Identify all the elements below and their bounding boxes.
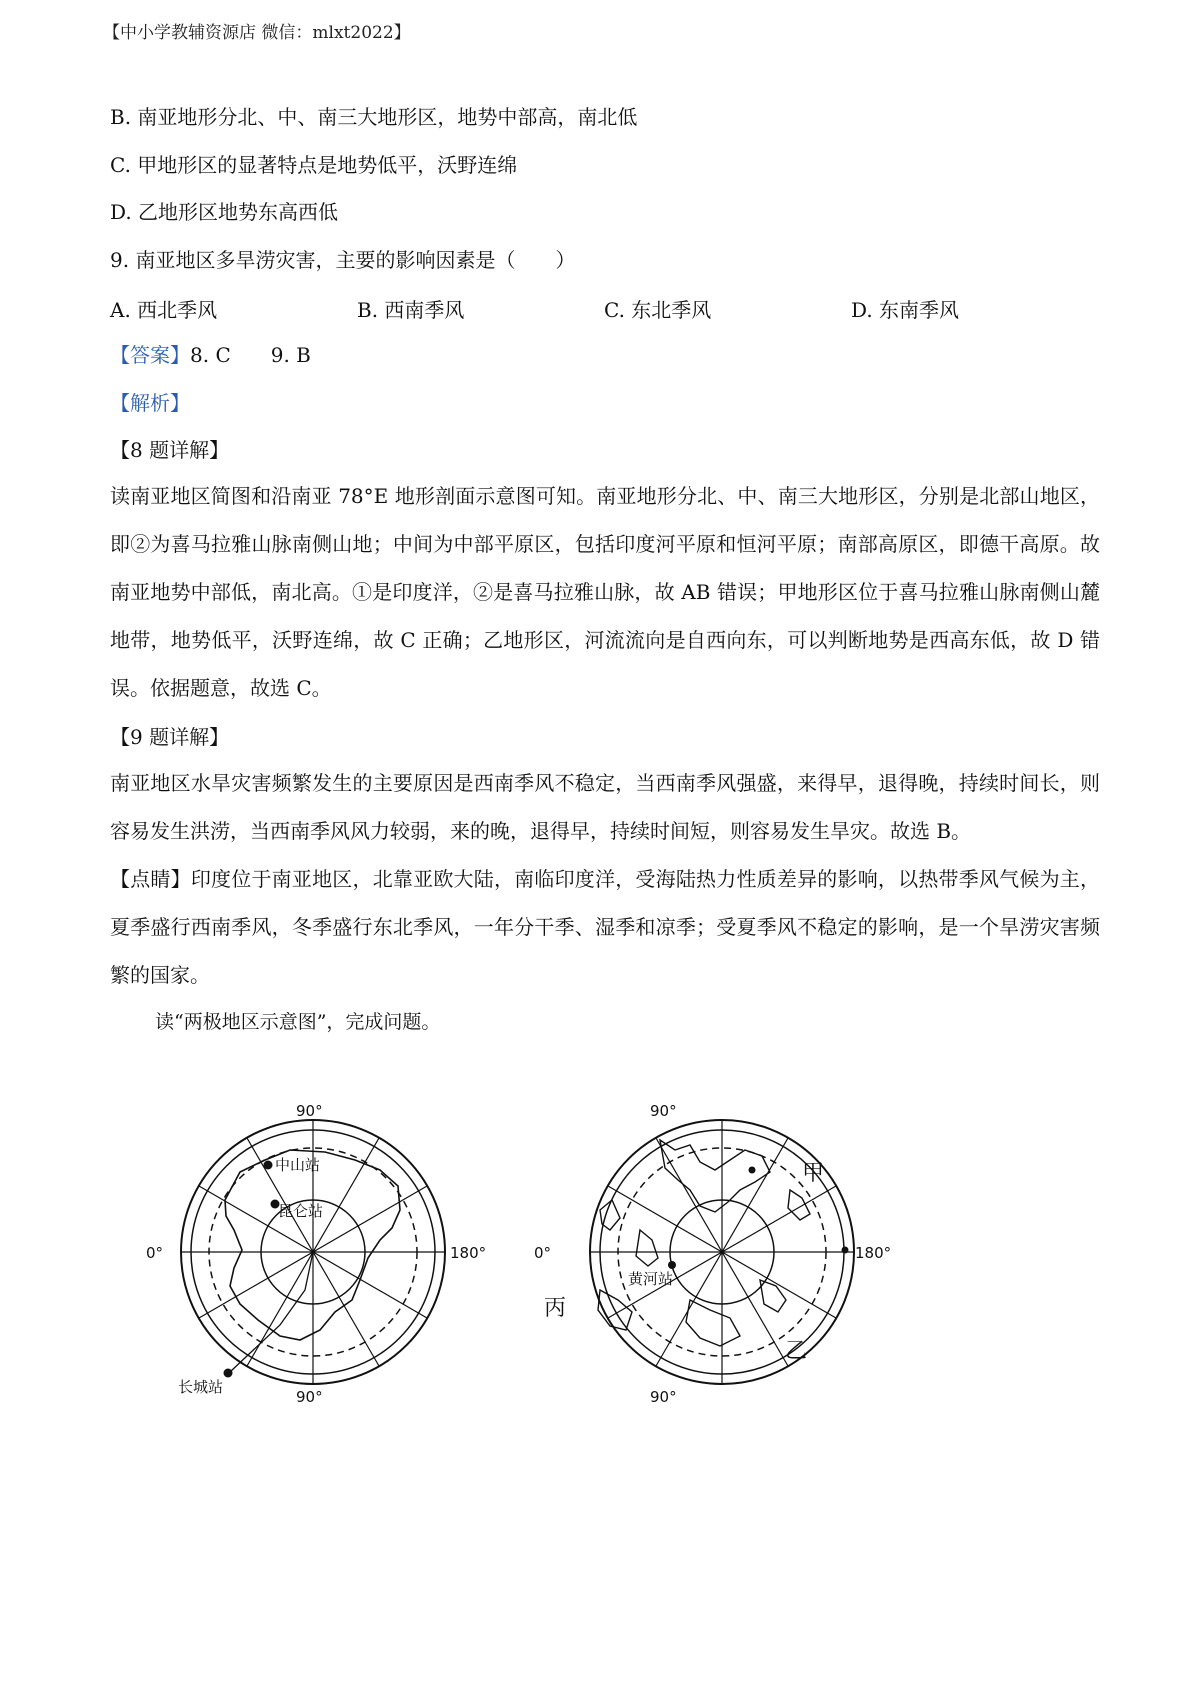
header-note: 【中小学教辅资源店 微信：mlxt2022】 xyxy=(103,23,411,43)
antarctic-map xyxy=(130,1090,510,1430)
answer-line xyxy=(110,341,311,369)
zhongshan-station-label: 中山站 xyxy=(275,1156,321,1174)
tip-text: 印度位于南亚地区，北靠亚欧大陆，南临印度洋，受海陆热力性质差异的影响，以热带季风气候为主，夏季盛行西南季风，冬季盛行东北季风，一年分干季、湿季和凉季；受夏季风不稳定的影响，是一个旱涝灾害频繁的国家。 xyxy=(110,867,1101,987)
left-map-left-label: 0° xyxy=(146,1244,164,1262)
left-map-right-label: 180° xyxy=(450,1244,487,1262)
left-map-bottom-label: 90° xyxy=(296,1388,323,1406)
question-9-stem: 9. 南亚地区多旱涝灾害，主要的影响因素是（ ） xyxy=(110,248,576,272)
right-map-top-label: 90° xyxy=(650,1102,677,1120)
yi-label: 乙 xyxy=(785,1339,808,1364)
option-9b: B. 西南季风 xyxy=(357,298,465,322)
right-map-bottom-label: 90° xyxy=(650,1388,677,1406)
left-map-top-label: 90° xyxy=(296,1102,323,1120)
changcheng-station-dot xyxy=(224,1369,233,1378)
tip-paragraph xyxy=(110,855,1100,999)
answer-value: 8. C 9. B xyxy=(190,343,311,367)
detail8-title: 【8 题详解】 xyxy=(110,438,230,462)
huanghe-station-label: 黄河站 xyxy=(628,1270,674,1288)
option-9a: A. 西北季风 xyxy=(110,298,218,322)
answer-label: 【答案】 xyxy=(110,343,190,367)
intro-text: 读“两极地区示意图”，完成问题。 xyxy=(155,1011,441,1033)
arctic-map xyxy=(534,1090,920,1430)
option-8b: B. 南亚地形分北、中、南三大地形区，地势中部高，南北低 xyxy=(110,105,638,129)
tip-label: 【点睛】 xyxy=(110,867,191,891)
detail9-title: 【9 题详解】 xyxy=(110,725,230,749)
option-9c: C. 东北季风 xyxy=(604,298,712,322)
jia-point-dot xyxy=(749,1167,756,1174)
changcheng-station-label: 长城站 xyxy=(178,1378,224,1396)
zhongshan-station-dot xyxy=(264,1161,273,1170)
bing-label: 丙 xyxy=(544,1296,567,1321)
east-point-dot xyxy=(842,1247,849,1254)
option-8c: C. 甲地形区的显著特点是地势低平，沃野连绵 xyxy=(110,153,518,177)
detail8-text: 读南亚地区简图和沿南亚 78°E 地形剖面示意图可知。南亚地形分北、中、南三大地形区，分别是北部山地区，即②为喜马拉雅山脉南侧山地；中间为中部平原区，包括印度河平原和恒河平原；南部高原区，即德干高原。故南亚地势中部低，南北高。①是印度洋，②是喜马拉雅山脉，故 AB 错误；甲地形区位于喜马拉雅山脉南侧山麓地带，地势低平，沃野连绵，故 C 正确；乙地形区，河流流向是自西向东，可以判断地势是西高东低，故 D 错误。依据题意，故选 C。 xyxy=(110,484,1100,700)
analysis-label: 【解析】 xyxy=(110,391,190,415)
option-8d: D. 乙地形区地势东高西低 xyxy=(110,200,339,224)
jia-label: 甲 xyxy=(802,1161,825,1186)
option-9d: D. 东南季风 xyxy=(851,298,960,322)
huanghe-station-dot xyxy=(668,1261,676,1269)
detail9-text: 南亚地区水旱灾害频繁发生的主要原因是西南季风不稳定，当西南季风强盛，来得早，退得晚，持续时间长，则容易发生洪涝，当西南季风风力较弱，来的晚，退得早，持续时间短，则容易发生旱灾。故选 B。 xyxy=(110,771,1100,843)
kunlun-station-label: 昆仑站 xyxy=(278,1202,324,1220)
right-map-left-label: 0° xyxy=(534,1244,552,1262)
right-map-right-label: 180° xyxy=(855,1244,892,1262)
arctic-coastlines xyxy=(598,1140,810,1346)
